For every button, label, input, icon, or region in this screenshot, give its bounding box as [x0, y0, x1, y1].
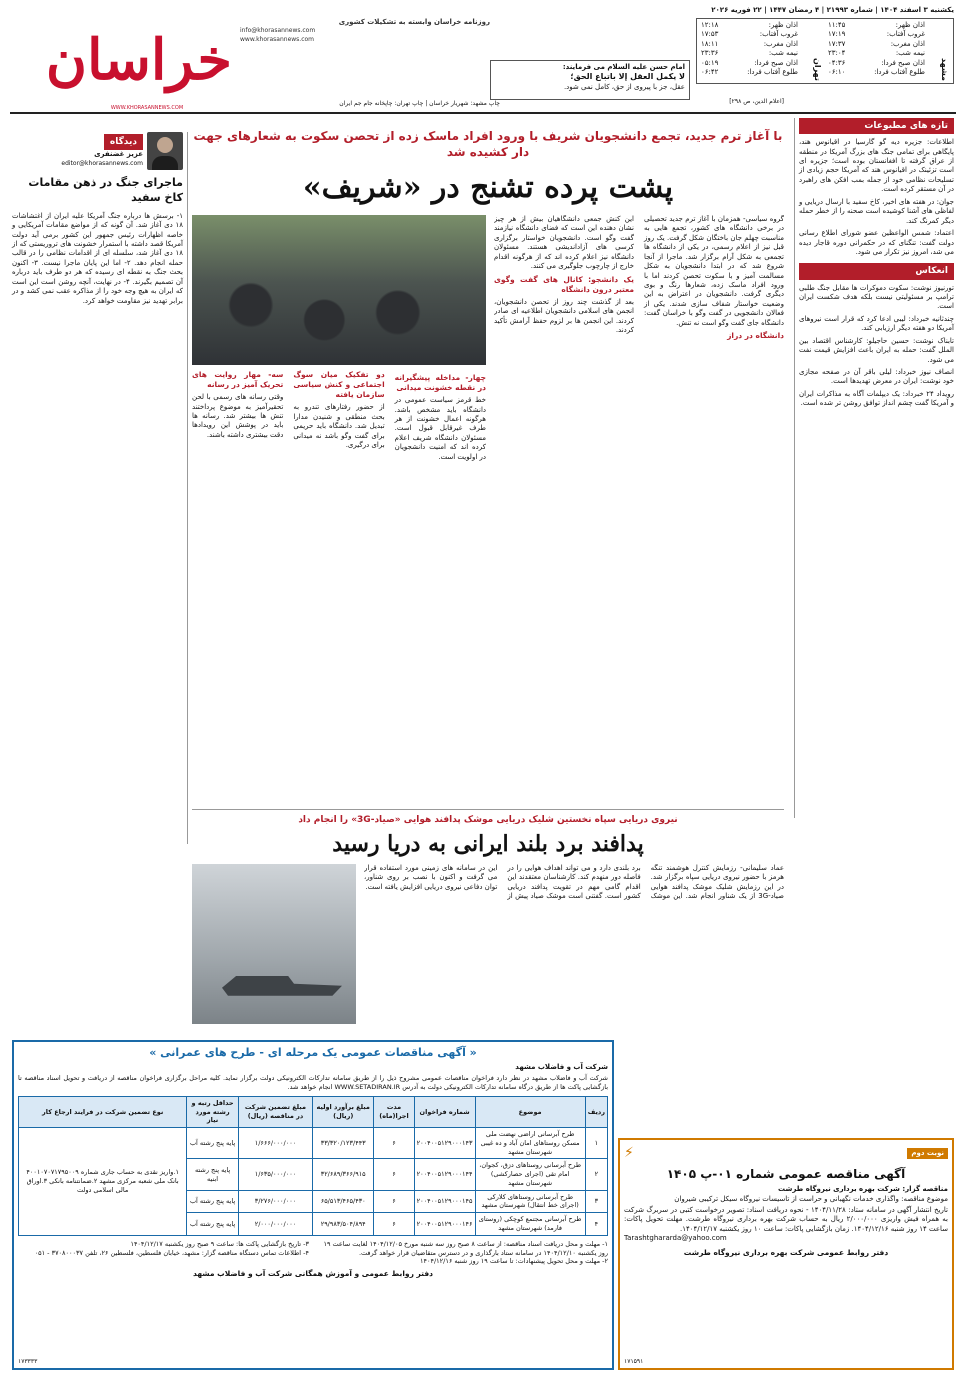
prayer-label: طلوع آفتاب فردا: — [747, 68, 798, 77]
tender-title: « آگهی مناقصات عمومی یک مرحله ای - طرح های عمرانی » — [149, 1046, 477, 1059]
table-cell: ۱/۶۳۵/۰۰۰/۰۰۰ — [238, 1159, 312, 1190]
story-text-left — [192, 370, 486, 805]
story-text-right — [494, 215, 784, 805]
table-header: حداقل رتبه و رشته مورد نیاز — [187, 1096, 238, 1127]
ad-title: آگهی مناقصه عمومی شماره ۰۱-پ ۱۴۰۵ — [666, 1166, 906, 1181]
prayer-times — [696, 18, 954, 84]
opinion-head: دیدگاه — [104, 134, 143, 150]
prayer-label: اذان صبح فردا: — [881, 58, 925, 67]
opinion-title: ماجرای جنگ در ذهن مقامات کاخ سفید — [28, 176, 183, 204]
prayer-label: اذان ظهر: — [768, 21, 798, 29]
press-item: اطلاعات: جزیره دیه گو گارسیا در اقیانوس هند، پایگاهی برای تمامی جنگ های بزرگ آمریکا در منطقه از عراق گرفته تا افغانستان بوده است؛ جزیره ای است تزئینک در اقیانوس هند که آمریکا حجم زیادی از تسلیحات نظامی خود از جمله بمب افکن های راهبرد در آن مستقر کرده است. — [799, 138, 954, 194]
table-cell: ۲۰۰۴۰۰۵۱۲۹۰۰۰۱۴۵ — [414, 1190, 475, 1213]
table-cell: ۲۰۰۴۰۰۵۱۲۹۰۰۰۱۴۶ — [414, 1213, 475, 1236]
subhead: سه- مهار روایت های تحریک آمیز در رسانه — [192, 369, 284, 389]
lightning-icon: ⚡ — [624, 1145, 634, 1161]
ad-email[interactable]: Tarashtghararda@yahoo.com — [624, 1234, 727, 1243]
prayer-label: غروب آفتاب: — [886, 30, 925, 39]
table-cell: پایه پنج رشته آب — [187, 1213, 238, 1236]
author-photo — [147, 132, 183, 170]
table-header: موضوع — [475, 1096, 585, 1127]
ship-photo — [192, 864, 356, 1024]
author-name: عزیز غضنفری — [94, 150, 143, 159]
story-paragraph: خط قرمز سیاست عمومی در دانشگاه باید مشخص باشد. هرگونه اعمال خشونت از هر طرف غیرقابل قبول است. مسئولان دانشگاه شریف اعلام کرده اند که امنیت دانشجویان در اولویت است. — [394, 396, 486, 461]
table-cell: طرح آبرسانی اراضی نهضت ملی مسکن روستاهای امان آباد و ده غیبی شهرستان مشهد — [475, 1128, 585, 1159]
headline2: پدافند برد بلند ایرانی به دریا رسید — [332, 831, 644, 858]
table-row — [19, 1128, 608, 1159]
tehran-label: تهران — [813, 58, 822, 81]
quote-title: امام حسن علیه السلام می فرمایند: — [562, 63, 685, 71]
table-cell: ۶۵/۵۱۳/۴۶۵/۴۳۰ — [313, 1190, 374, 1213]
ad-org: مناقصه گزار: شرکت بهره برداری نیروگاه طرشت — [778, 1185, 948, 1194]
prayer-tehran — [701, 21, 798, 81]
contact-email[interactable]: info@khorasannews.com — [240, 27, 316, 35]
story-paragraph: عماد سلیمانی- رزمایش کنترل هوشمند تنگه هرمز با حضور نیروی دریایی سپاه برگزار شد. در این رزمایش شلیک موشک پدافند هوایی صیاد-3G از یک شناور انجام شد. این موشک برد بلندی دارد و می تواند اهداف هوایی را در فاصله دور منهدم کند. کارشناسان معتقدند این اقدام گامی مهم در تقویت پدافند دریایی کشور است. گفتنی است موشک صیاد پیش از این در سامانه های زمینی مورد استفاده قرار می گرفت و اکنون با نصب بر روی شناور، توان دفاعی نیروی دریایی افزایش یافته است. — [364, 863, 784, 901]
table-cell: ۲/۰۰۰/۰۰۰/۰۰۰ — [238, 1213, 312, 1236]
main-story — [192, 128, 784, 1024]
logo-website: WWW.KHORASANNEWS.COM — [110, 105, 184, 111]
tender-note: ۱- مهلت و محل دریافت اسناد مناقصه: از ساعت ۸ صبح روز سه شنبه مورخ ۱۴۰۴/۱۲/۰۵ لغایت ساعت ۱۹ روز یکشنبه ۱۴۰۴/۱۲/۱۰ در سامانه ستاد بارگذاری و در دسترس متقاضیان قرار خواهد گرفت. — [323, 1239, 608, 1257]
table-cell: پایه پنج رشته ابنیه — [187, 1159, 238, 1190]
contact-box — [240, 18, 490, 98]
prayer-label: نیمه شب: — [768, 49, 798, 58]
prayer-value: ۲۳:۳۶ — [701, 49, 719, 58]
contact-title: روزنامه خراسان وابسته به تشکیلات کشوری — [338, 18, 490, 26]
table-header: نوع تضمین شرکت در فرایند ارجاع کار — [19, 1096, 187, 1127]
opinion-body: ۱- برسش ها درباره جنگ آمریکا علیه ایران از اغتشاشات ۱۸ دی آغاز شد. آن گونه که از مواضع مقامات آمریکایی و خاصه اظهارات رئیس جمهور این کشور برمی آید دولت آمریکا قصد داشته با استمرار خشونت های تروریستی که از ۱۸ دی آغاز شد، سلسله ای از اقدامات نظامی را در قالب حمله انجام دهد. ۲- اما این پایان ماجرا نیست. ۳- اکنون بحث جنگ به نقطه ای رسیده که هر دو طرف باید درباره آن تصمیم بگیرند. ۴- در نهایت، آنچه روشن است این است که ایران به هیچ وجه خود را از مذاکره عقب نمی کشد و در برابر تهدید نیز مقاومت خواهد کرد. — [12, 211, 184, 305]
khorasan-logo: خراسان — [45, 27, 232, 93]
prayer-label: اذان ظهر: — [895, 21, 925, 29]
tender-intro: شرکت آب و فاضلاب مشهد در نظر دارد فراخوان مناقصات عمومی مشروح ذیل را از طریق سامانه تدارکات الکترونیکی دولت برگزار نماید. کلیه مراحل برگزاری فراخوان مناقصه از دریافت و تحویل اسناد مناقصه تا بازگشایی پاکت ها از طریق درگاه سامانه تدارکات الکترونیکی دولت به آدرس WWW.SETADIRAN.IR انجام خواهد شد. — [18, 1074, 608, 1092]
tender-note: ۲- مهلت و محل تحویل پیشنهادات: تا ساعت ۱۹ روز شنبه ۱۴۰۴/۱۲/۱۶ — [420, 1257, 608, 1266]
story-paragraph: وقتی رسانه های رسمی با لحن تحقیرآمیز به موضوع پرداختند تنش ها بیشتر شد. رسانه ها باید در پوشش این رویدادها دقت بیشتری داشته باشند. — [192, 393, 284, 439]
table-cell: طرح آبرسانی روستاهای دزق، کجوان، امام تقی (اجرای حصارکشی) شهرستان مشهد — [475, 1159, 585, 1190]
author-email[interactable]: editor@khorasannews.com — [61, 159, 143, 167]
tender-signature: دفتر روابط عمومی و آموزش همگانی شرکت آب و فاضلاب مشهد — [192, 1269, 433, 1279]
headline: پشت پرده تشنج در «شریف» — [302, 170, 674, 206]
table-cell: ۳۳/۳۲۰/۱۲۳/۴۴۳ — [313, 1128, 374, 1159]
subhead: دانشگاه در دراز — [727, 331, 784, 341]
prayer-value: ۰۴:۳۶ — [828, 58, 846, 67]
prayer-value: ۱۷:۳۷ — [828, 39, 846, 48]
imam-quote — [490, 60, 690, 100]
prayer-value: ۱۲:۱۸ — [701, 21, 719, 29]
table-cell: ۳/۲۷۶/۰۰۰/۰۰۰ — [238, 1190, 312, 1213]
ad-signature: دفتر روابط عمومی شرکت بهره برداری نیروگاه طرشت — [683, 1247, 889, 1257]
table-header: مبلغ برآورد اولیه (ریال) — [313, 1096, 374, 1127]
table-cell: پایه پنج رشته آب — [187, 1128, 238, 1159]
table-cell: ۴ — [585, 1213, 607, 1236]
tender-footer — [18, 1240, 608, 1266]
story-paragraph: گروه سیاسی- همزمان با آغاز ترم جدید تحصیلی در برخی دانشگاه های کشور، تجمع هایی به مناسبت چهلم جان باختگان شکل گرفت. یک روز قبل نیز از اعلام رسمی، در یکی از دانشگاه ها تجمعی به شکل آرام برگزار شد. ماجرا از آنجا شروع شد که در ابتدا دانشجویان به شکل مسالمت آمیز و با سکوت تحصن کردند اما با ورود افراد ماسک زده، شعارها رنگ و بوی دیگری گرفت. دانشجویان در اعتراض به این وضعیت خواستار شفاف سازی شدند. یکی از فعالان دانشجویی در گفت وگو با خراسان گفت: دانشگاه جای گفت وگو است نه تنش. — [644, 214, 784, 327]
opinion-column — [12, 132, 188, 844]
reflection-item: تابناک نوشت: حسین حاجیلو: کارشناس اقتصاد بین الملل گفت: حمله به ایران باعث افزایش قیمت نفت می شود. — [799, 336, 954, 364]
table-cell: ۲۰۰۴۰۰۵۱۲۹۰۰۰۱۴۳ — [414, 1128, 475, 1159]
story-left — [192, 215, 486, 805]
table-cell: ۳ — [585, 1190, 607, 1213]
table-cell: ۱/۶۶۶/۰۰۰/۰۰۰ — [238, 1128, 312, 1159]
tender-table — [18, 1096, 608, 1236]
table-header: مبلغ تضمین شرکت در مناقصه (ریال) — [238, 1096, 312, 1127]
ad-badge: نوبت دوم — [907, 1148, 948, 1159]
prayer-value: ۲۳:۰۴ — [828, 49, 846, 58]
prayer-value: ۱۸:۱۱ — [701, 39, 719, 48]
prayer-label: نیمه شب: — [895, 49, 925, 58]
quote-arabic: لا یکمل العقل إلا باتباع الحق؛ — [570, 72, 685, 82]
table-cell: ۲۹/۹۸۳/۵۰۴/۸۹۴ — [313, 1213, 374, 1236]
story-paragraph: بعد از گذشت چند روز از تحصن دانشجویان، انجمن های اسلامی دانشجویان اطلاعیه ای صادر کردند. این انجمن ها بر لزوم حفظ آرامش تأکید کردند. — [494, 297, 634, 335]
tender-org: شرکت آب و فاضلاب مشهد — [515, 1062, 608, 1071]
prayer-label: اذان مغرب: — [763, 39, 798, 48]
reflection-item: تورنیوز نوشت: سکوت دموکرات ها مقابل جنگ طلبی ترامپ بر مسئولیتی نیست بلکه هدف شکست ایران است. — [799, 283, 954, 311]
prayer-label: غروب آفتاب: — [759, 30, 798, 39]
ad-body: تاریخ انتشار آگهی در سامانه ستاد: ۱۴۰۴/۱۱/۲۸ - نحوه دریافت اسناد: تصویر درخواست کتبی در سربرگ شرکت به همراه فیش واریزی ۲/۰۰۰/۰۰۰ ریال به حساب شرکت بهره برداری نیروگاه طرشت. مهلت تحویل پاکات: ساعت ۱۴ روز شنبه ۱۴۰۴/۱۲/۱۶. زمان بازگشایی پاکات: ساعت ۱۰ روز یکشنبه ۱۴۰۴/۱۲/۱۷. — [624, 1205, 949, 1233]
story-paragraph: این کنش جمعی دانشگاهیان بیش از هر چیز نشان دهنده این است که فضای دانشگاه نیازمند گفت وگو است. دانشجویان خواستار برگزاری کرسی های آزاداندیشی هستند. مسئولان دانشگاه نیز اعلام کرده اند که از هرگونه اقدام خارج از چارچوب جلوگیری می کنند. — [494, 214, 634, 271]
missile-story — [192, 809, 784, 1024]
mashhad-label: مشهد — [940, 58, 949, 81]
press-item: جوان: در هفته های اخیر، کاخ سفید با ارسال دریایی و لفاظی های آشنا کوشیده است صحنه را از خطر حمله دیگر کمرنگ کند. — [799, 197, 954, 225]
reflection-item: چندثانیه خبرداد: لیبی ادعا کرد که قرار است نیروهای آمریکا دو هفته دیگر ارزیابی کند. — [799, 314, 954, 333]
prayer-label: طلوع آفتاب فردا: — [874, 68, 925, 77]
sidebar-press — [794, 118, 954, 818]
table-cell: پایه پنج رشته آب — [187, 1190, 238, 1213]
reflection-item: رویداد ۲۴ خبرداد: یک دیپلمات آگاه به مذاکرات ایران و آمریکا گفت چشم انداز توافق روشن تر شده است. — [799, 389, 954, 408]
table-cell: ۲ — [585, 1159, 607, 1190]
subhead: دو تفکیک میان سوگ اجتماعی و کنش سیاسی سازمان یافته — [293, 369, 385, 400]
ad-code: ۱۷۱۵۹۱ — [624, 1357, 644, 1365]
table-cell: طرح آبرسانی روستاهای کلارکی (اجرای خط انتقال) شهرستان مشهد — [475, 1190, 585, 1213]
water-tender-ad — [12, 1040, 614, 1370]
table-cell: ۶ — [374, 1213, 414, 1236]
source-note: [اعلام الدین، ص ۲۹۸] — [729, 98, 784, 105]
story-paragraph: از حضور رفتارهای تندرو به بحث منطقی و شنیدن مدارا تبدیل شد. دانشگاه باید حریمی برای گفت وگو باشد نه میدانی برای درگیری. — [293, 403, 385, 449]
date-line: یکشنبه ۳ اسفند ۱۴۰۴ | شماره ۲۱۹۹۳ | ۴ رمضان ۱۴۴۷ | ۲۲ فوریه ۲۰۲۶ — [711, 6, 954, 14]
kicker2: نیروی دریایی سپاه نخستین شلیک دریایی موشک پدافند هوایی «صیاد-3G» را انجام داد — [298, 814, 678, 825]
press-item: اعتماد: شمس الواعظین عضو شورای اطلاع رسانی دولت گفت: تنگنای که در حکمرانی دوره قاجار دیده می شد، امروز نیز تکرار می شود. — [799, 229, 954, 256]
table-cell: ۶ — [374, 1128, 414, 1159]
subhead: چهار- مداخله پیشگیرانه در نقطه خشونت میدانی — [394, 372, 486, 392]
power-plant-ad — [618, 1138, 954, 1370]
table-cell: ۱ — [585, 1128, 607, 1159]
protest-photo — [192, 215, 486, 365]
missile-text — [364, 864, 784, 1024]
prayer-label: اذان صبح فردا: — [754, 58, 798, 67]
quote-translation: عقل، جز با پیروی از حق، کامل نمی شود. — [563, 83, 685, 92]
reflection-item: انصاف نیوز خبرداد: لیلی باقر آن در صفحه مجازی خود نوشت: ایران در معرض تهدیدها است. — [799, 368, 954, 386]
table-header: مدت اجرا(ماه) — [374, 1096, 414, 1127]
table-cell: ۶ — [374, 1190, 414, 1213]
prayer-value: ۰۶:۴۲ — [701, 68, 719, 77]
prayer-mashhad — [828, 21, 925, 81]
table-cell: طرح آبرسانی مجتمع کوچکی (روستای فارمد) شهرستان مشهد — [475, 1213, 585, 1236]
tender-note: ۴- اطلاعات تماس دستگاه مناقصه گزار: مشهد، خیابان فلسطین، فلسطین ۲۶، تلفن ۳۷۰۸۰۰۰۳۷ - ۰۵۱ — [34, 1248, 309, 1257]
prayer-value: ۰۶:۱۰ — [828, 68, 846, 77]
table-cell: ۲۰۰۴۰۰۵۱۲۹۰۰۰۱۴۴ — [414, 1159, 475, 1190]
table-header: ردیف — [585, 1096, 607, 1127]
ad-subject: موضوع مناقصه: واگذاری خدمات نگهبانی و حراست از تاسیسات نیروگاه سیکل ترکیبی شیروان — [674, 1194, 948, 1203]
header-divider — [10, 112, 956, 114]
reflection-head: انعکاس — [799, 263, 954, 279]
kicker: با آغاز ترم جدید، تجمع دانشجویان شریف با ورود افراد ماسک زده از تحصن سکوت به شعارهای جهت دار کشیده شد — [193, 129, 783, 160]
table-header: شماره فراخوان — [414, 1096, 475, 1127]
table-cell: ۶ — [374, 1159, 414, 1190]
table-cell: ۱.واریز نقدی به حساب جاری شماره ۴۰۰۱۰۷۰۷۱۷۹۵۰۰۹ بانک ملی شعبه مرکزی مشهد ۲.ضمانتنامه بانکی ۳.اوراق مالی اسلامی دولت — [19, 1128, 187, 1236]
tender-note: ۳- تاریخ بازگشایی پاکت ها: ساعت ۹ صبح روز یکشنبه ۱۴۰۴/۱۲/۱۷ — [130, 1239, 309, 1248]
print-line: چاپ مشهد: شهریار خراسان | چاپ تهران: چاپخانه جام جم ایران — [339, 100, 500, 107]
tender-code: ۱۷۳۳۳۳ — [18, 1357, 38, 1365]
prayer-value: ۱۷:۵۳ — [701, 30, 719, 39]
prayer-value: ۱۷:۱۹ — [828, 30, 846, 39]
prayer-value: ۱۱:۴۵ — [828, 21, 846, 29]
press-head: تازه های مطبوعات — [799, 118, 954, 134]
table-cell: ۳۲/۶۸۹/۳۶۶/۹۱۵ — [313, 1159, 374, 1190]
prayer-value: ۰۵:۱۹ — [701, 58, 719, 67]
contact-web[interactable]: www.khorasannews.com — [240, 35, 315, 43]
prayer-label: اذان مغرب: — [890, 39, 925, 48]
subhead: یک دانشجو: کانال های گفت وگوی معتبر درون دانشگاه — [494, 274, 634, 294]
